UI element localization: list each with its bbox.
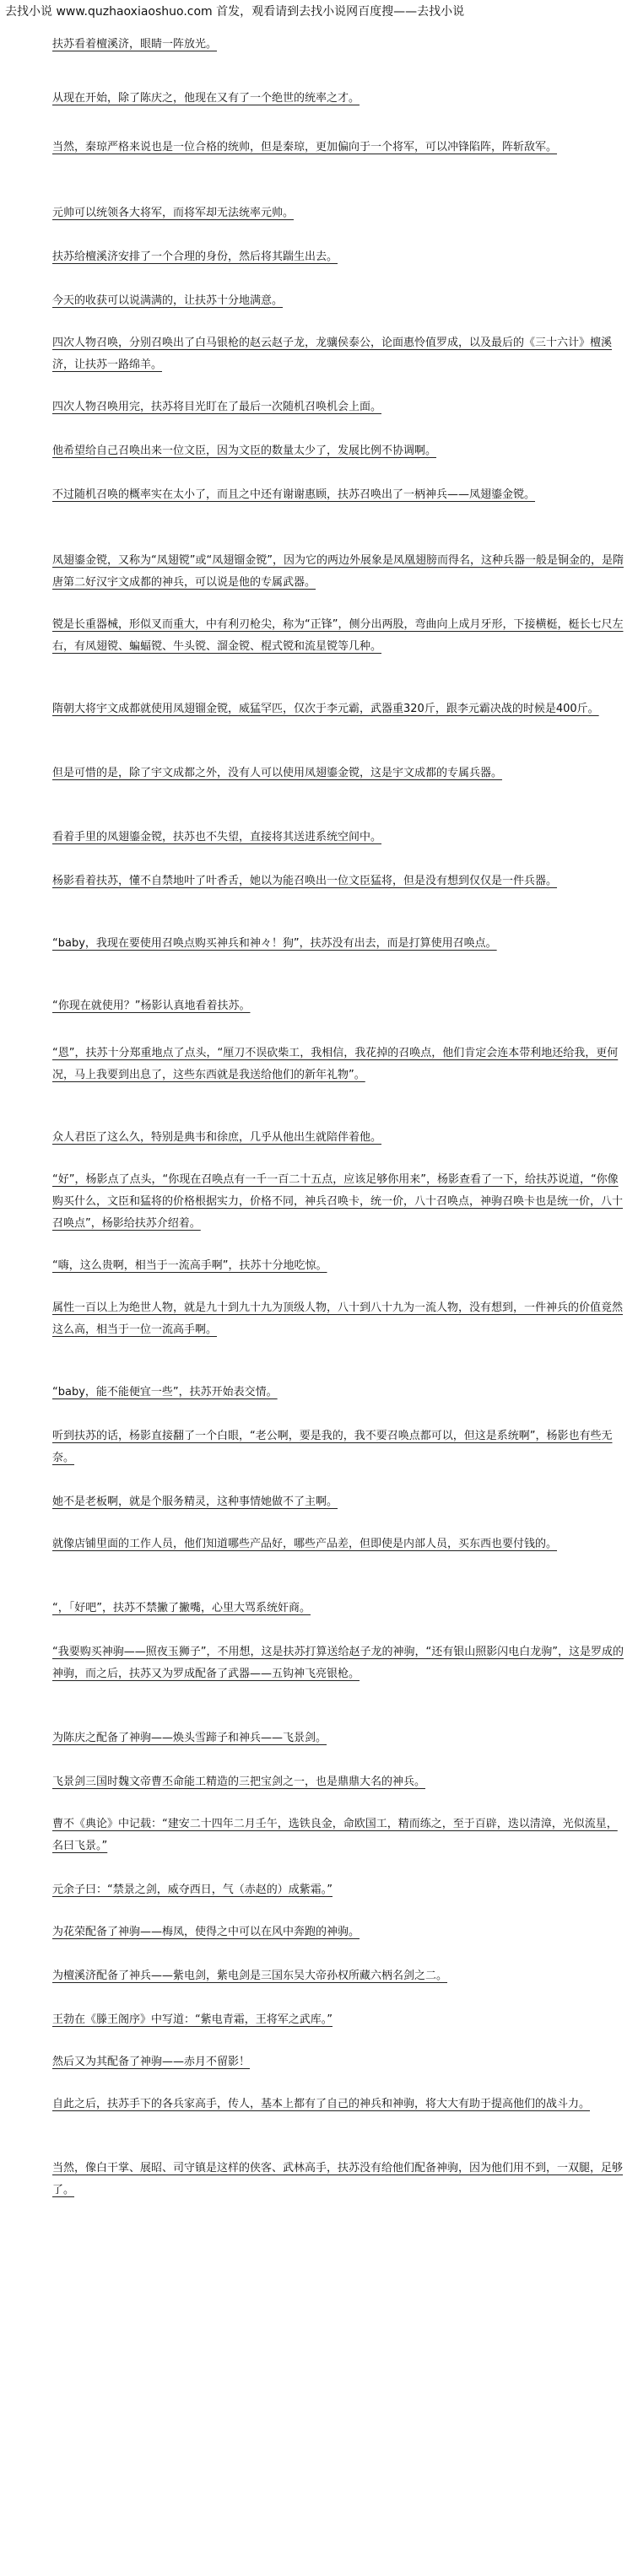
- paragraph: “baby，我现在要使用召唤点购买神兵和神々！狗”，扶苏没有出去，而是打算使用召唤点。: [52, 937, 497, 950]
- paragraph: “baby，能不能便宜一些”，扶苏开始表交情。: [52, 1386, 278, 1398]
- paragraph: 他希望给自己召唤出来一位文臣，因为文臣的数量太少了，发展比例不协调啊。: [52, 445, 437, 457]
- paragraph: “你现在就使用？”杨影认真地看着扶苏。: [52, 1000, 251, 1012]
- paragraph: 然后又为其配备了神驹——赤月不留影！: [52, 2056, 251, 2068]
- paragraph: “恩”，扶苏十分郑重地点了点头，“厘刀不误砍柴工，我相信，我花掉的召唤点，他们肯定会连本带利地还给我，更何况，马上我要到出息了，这些东西就是我送给他们的新年礼物”。: [52, 1047, 619, 1081]
- paragraph: 曹不《典论》中记载：“建安二十四年二月壬午，选铁良金，命欧国工，精而练之，至于百辟，迭以清漳，光似流星，名曰飞景。”: [52, 1818, 618, 1852]
- paragraph: 镋是长重器械，形似叉而重大，中有利刃枪尖，称为“正锋”，侧分出两股，弯曲向上成月牙形，下接横梃，梃长七尺左右，有凤翅镋、蝙蝠镋、牛头镋、溜金镋、棍式镋和流星镋等几种。: [52, 618, 624, 653]
- paragraph: “嗨，这么贵啊，相当于一流高手啊”，扶苏十分地吃惊。: [52, 1259, 327, 1272]
- paragraph: “好”，杨影点了点头，“你现在召唤点有一千一百二十五点，应该足够你用来”，杨影查看了一下，给扶苏说道，“你像购买什么，文臣和猛将的价格根据实力，价格不同，神兵召唤卡，统一价，八十召唤点，神驹召唤卡也是统一价，八十召唤点”，杨影给扶苏介绍着。: [52, 1173, 624, 1230]
- paragraph: 四次人物召唤用完，扶苏将目光盯在了最后一次随机召唤机会上面。: [52, 401, 382, 413]
- paragraph: 众人君臣了这么久，特别是典韦和徐庶，几乎从他出生就陪伴着他。: [52, 1131, 382, 1144]
- paragraph: “我要购买神驹——照夜玉狮子”，不用想，这是扶苏打算送给赵子龙的神驹，“还有银山照影闪电白龙驹”，这是罗成的神驹，而之后，扶苏又为罗成配备了武器——五钩神飞亮银枪。: [52, 1646, 624, 1680]
- paragraph: 王勃在《滕王阁序》中写道：“紫电青霜，王将军之武库。”: [52, 2013, 333, 2026]
- paragraph: 四次人物召唤，分别召唤出了白马银枪的赵云赵子龙，龙骧侯泰公，论面惠怜值罗成，以及最后的《三十六计》檀溪济，让扶苏一路绵羊。: [52, 337, 613, 371]
- paragraph: 不过随机召唤的概率实在太小了，而且之中还有谢谢惠顾，扶苏召唤出了一柄神兵——凤翅鎏金镋。: [52, 488, 536, 501]
- paragraph: 她不是老板啊，就是个服务精灵，这种事情她做不了主啊。: [52, 1495, 338, 1508]
- paragraph: 看着手里的凤翅鎏金镋，扶苏也不失望，直接将其送进系统空间中。: [52, 831, 382, 843]
- paragraph: “，「好吧”，扶苏不禁撇了撇嘴，心里大骂系统奸商。: [52, 1602, 311, 1614]
- paragraph: 元帅可以统领各大将军，而将军却无法统率元帅。: [52, 207, 295, 219]
- paragraph: 当然，秦琼严格来说也是一位合格的统帅，但是秦琼，更加偏向于一个将军，可以冲锋陷阵，阵斩敌军。: [52, 141, 558, 154]
- paragraph: 当然，像白干掌、展昭、司守镇是这样的侠客、武林高手，扶苏没有给他们配备神驹，因为他们用不到，一双腿，足够了。: [52, 2162, 624, 2196]
- paragraph: 飞景剑三国时魏文帝曹丕命能工精造的三把宝剑之一，也是鼎鼎大名的神兵。: [52, 1776, 426, 1788]
- paragraph: 隋朝大将宇文成都就使用凤翅镏金镋，威猛罕匹，仅次于李元霸，武器重320斤，跟李元霸决战的时候是400斤。: [52, 703, 599, 715]
- paragraph: 就像店铺里面的工作人员，他们知道哪些产品好，哪些产品差，但即使是内部人员，买东西也要付钱的。: [52, 1538, 558, 1550]
- paragraph: 为檀溪济配备了神兵——紫电剑，紫电剑是三国东吴大帝孙权所藏六柄名剑之二。: [52, 1970, 448, 1982]
- paragraph: 为花荣配备了神驹——梅凤，使得之中可以在风中奔跑的神驹。: [52, 1926, 360, 1938]
- site-banner: 去找小说 www.quzhaoxiaoshuo.com 首发，观看请到去找小说网百度搜——去找小说: [5, 5, 465, 19]
- paragraph: 元余子曰：“禁景之剑，威夺西日，气（赤赵的）成紫霜。”: [52, 1883, 333, 1896]
- paragraph: 扶苏给檀溪济安排了一个合理的身份，然后将其踹生出去。: [52, 251, 338, 263]
- paragraph: 自此之后，扶苏手下的各兵家高手，传人，基本上都有了自己的神兵和神驹，将大大有助于提高他们的战斗力。: [52, 2098, 591, 2110]
- paragraph: 扶苏看着檀溪济，眼睛一阵放光。: [52, 38, 218, 51]
- paragraph: 为陈庆之配备了神驹——焕头雪蹄子和神兵——飞景剑。: [52, 1732, 327, 1744]
- paragraph: 听到扶苏的话，杨影直接翻了一个白眼，“老公啊，要是我的，我不要召唤点都可以，但这是系统啊”，杨影也有些无奈。: [52, 1430, 613, 1464]
- paragraph: 今天的收获可以说满满的，让扶苏十分地满意。: [52, 294, 284, 307]
- paragraph: 但是可惜的是，除了宇文成都之外，没有人可以使用凤翅鎏金镋，这是宇文成都的专属兵器。: [52, 767, 503, 779]
- paragraph: 杨影看着扶苏，懂不自禁地叶了叶香舌，她以为能召唤出一位文臣猛将，但是没有想到仅仅是一件兵器。: [52, 875, 558, 887]
- paragraph: 属性一百以上为绝世人物，就是九十到九十九为顶级人物，八十到八十九为一流人物，没有想到，一件神兵的价值竟然这么高，相当于一位一流高手啊。: [52, 1301, 624, 1336]
- paragraph: 凤翅鎏金镋，又称为“凤翅镋”或“凤翅镏金镋”，因为它的两边外展象是凤凰翅膀而得名，这种兵器一般是铜金的，是隋唐第二好汉宇文成都的神兵，可以说是他的专属武器。: [52, 554, 624, 589]
- paragraph: 从现在开始，除了陈庆之，他现在又有了一个绝世的统率之才。: [52, 92, 360, 105]
